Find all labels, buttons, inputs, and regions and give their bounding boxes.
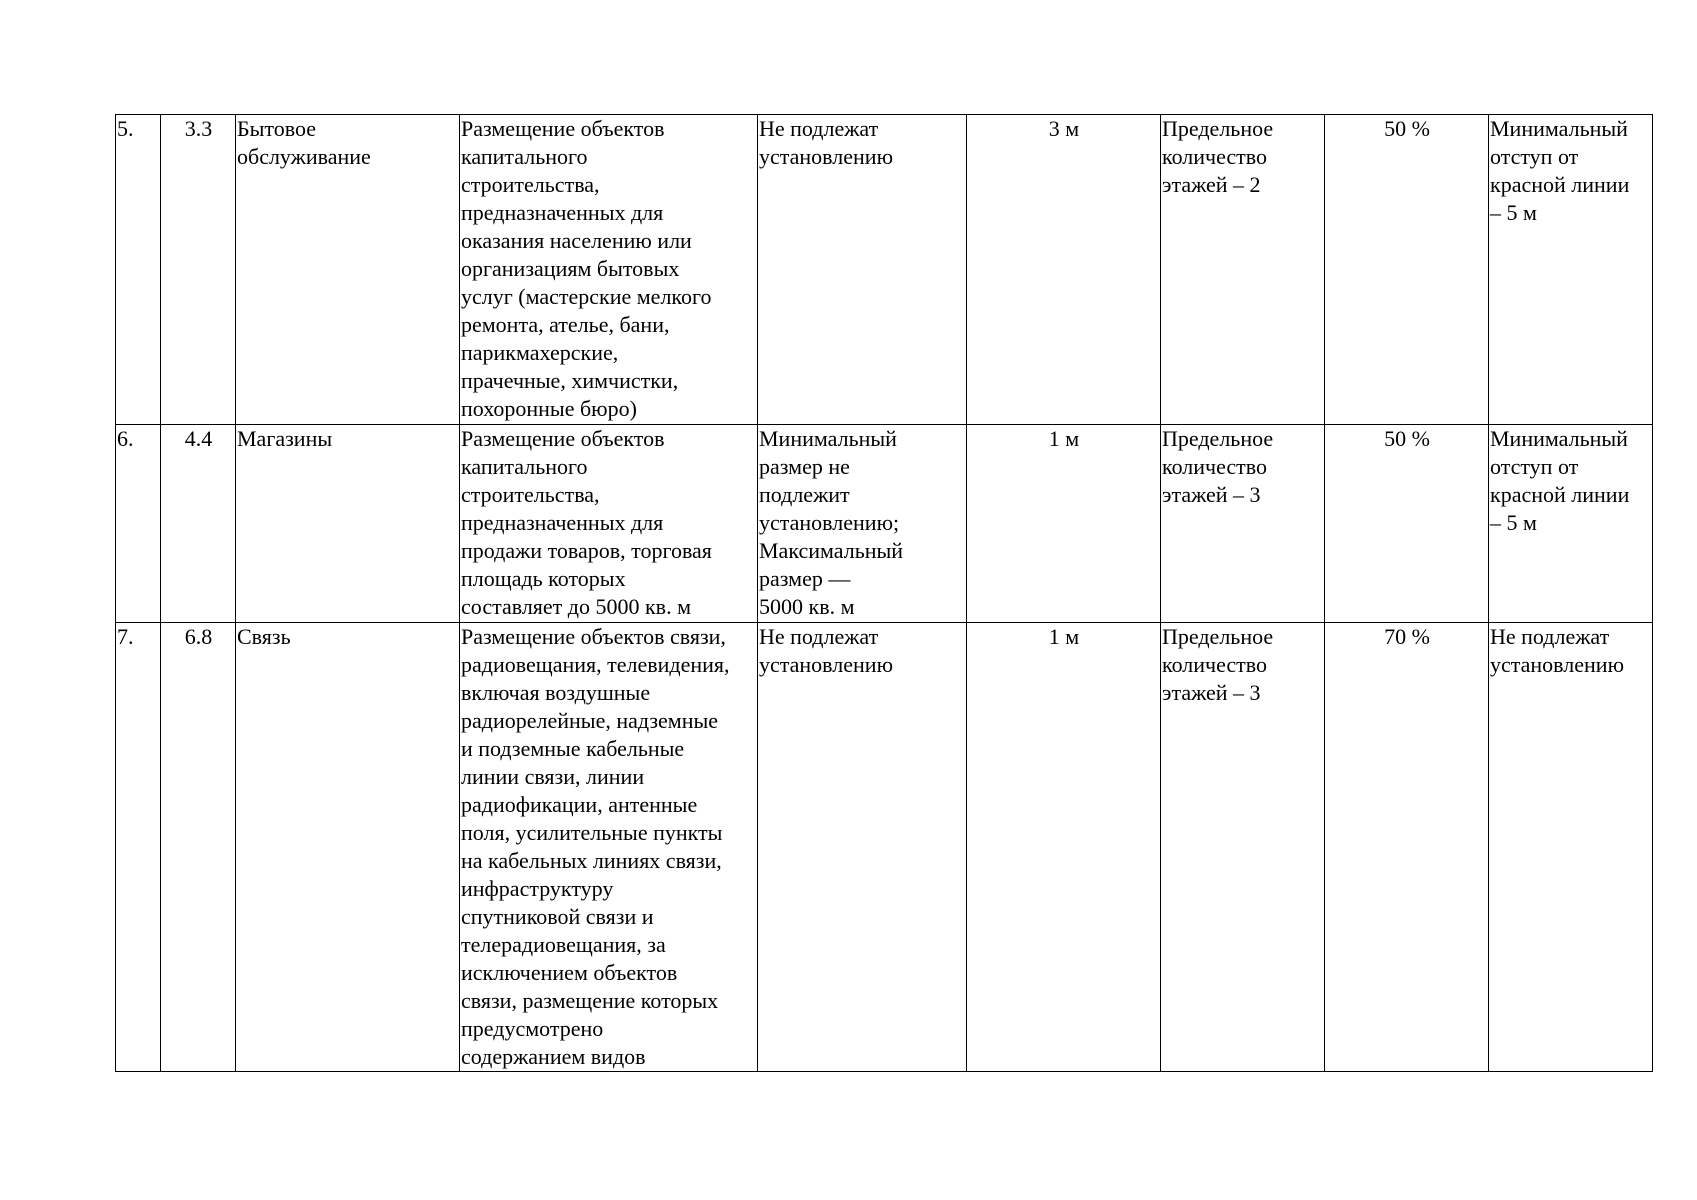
- use-description: Размещение объектов капитального строительства, предназначенных для оказания населению или организациям бытовых услуг (мастерские мелкого ремонта, ателье, бани, парикмахерские, прачечные, химчистки, похоронные бюро): [460, 115, 758, 425]
- floors-limit: Предельное количество этажей – 3: [1161, 623, 1325, 1072]
- other-params: Не подлежат установлению: [1489, 623, 1653, 1072]
- use-description: Размещение объектов капитального строительства, предназначенных для продажи товаров, торговая площадь которых составляет до 5000 кв. м: [460, 425, 758, 623]
- plot-size: Минимальный размер не подлежит установлению; Максимальный размер — 5000 кв. м: [758, 425, 967, 623]
- other-params: Минимальный отступ от красной линии – 5 м: [1489, 115, 1653, 425]
- row-number: 6.: [116, 425, 161, 623]
- coverage-percent: 70 %: [1325, 623, 1489, 1072]
- setback: 3 м: [967, 115, 1161, 425]
- regulations-table: [115, 114, 1653, 1072]
- row-number: 7.: [116, 623, 161, 1072]
- table-row: [116, 115, 1653, 425]
- row-number: 5.: [116, 115, 161, 425]
- other-params: Минимальный отступ от красной линии – 5 м: [1489, 425, 1653, 623]
- use-description: Размещение объектов связи, радиовещания, телевидения, включая воздушные радиорелейные, надземные и подземные кабельные линии связи, линии радиофикации, антенные поля, усилительные пункты на кабельных линиях связи, инфраструктуру спутниковой связи и телерадиовещания, за исключением объектов связи, размещение которых предусмотрено содержанием видов: [460, 623, 758, 1072]
- use-name: Бытовое обслуживание: [236, 115, 460, 425]
- floors-limit: Предельное количество этажей – 3: [1161, 425, 1325, 623]
- use-code: 6.8: [161, 623, 236, 1072]
- floors-limit: Предельное количество этажей – 2: [1161, 115, 1325, 425]
- setback: 1 м: [967, 425, 1161, 623]
- table-row: [116, 623, 1653, 1072]
- coverage-percent: 50 %: [1325, 115, 1489, 425]
- coverage-percent: 50 %: [1325, 425, 1489, 623]
- plot-size: Не подлежат установлению: [758, 115, 967, 425]
- use-name: Магазины: [236, 425, 460, 623]
- use-name: Связь: [236, 623, 460, 1072]
- table-row: [116, 425, 1653, 623]
- use-code: 4.4: [161, 425, 236, 623]
- setback: 1 м: [967, 623, 1161, 1072]
- use-code: 3.3: [161, 115, 236, 425]
- plot-size: Не подлежат установлению: [758, 623, 967, 1072]
